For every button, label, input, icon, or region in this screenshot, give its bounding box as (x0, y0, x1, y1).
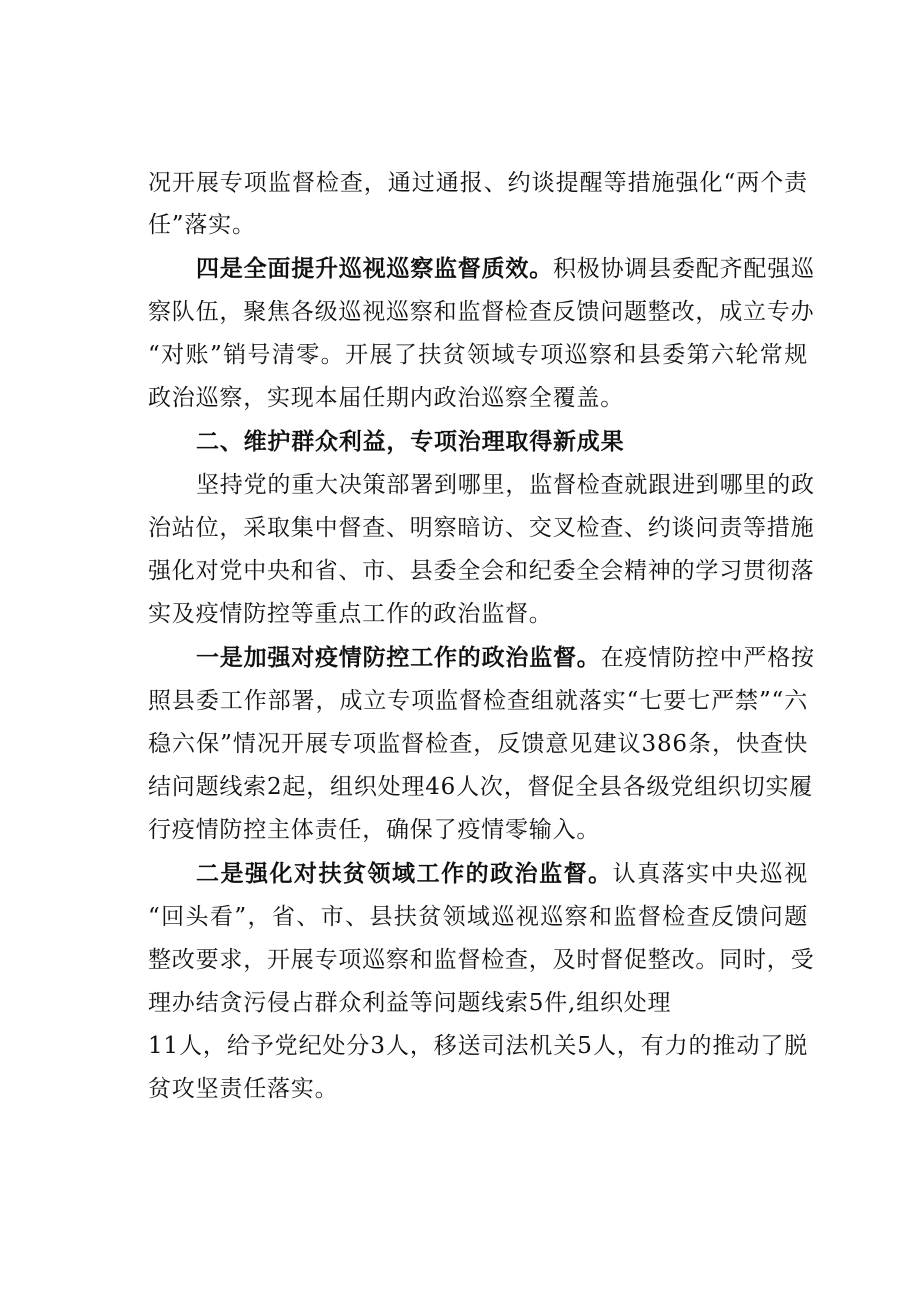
paragraph-text: 在疫情防控中严格按 (600, 645, 815, 671)
paragraph-line: 照县委工作部署，成立专项监督检查组就落实“七要七严禁”“六 (148, 688, 808, 714)
paragraph-line: 任”落实。 (148, 212, 256, 238)
paragraph-line: 强化对党中央和省、市、县委全会和纪委全会精神的学习贯彻落 (148, 558, 815, 584)
paragraph-text: 认真落实中央巡视 (612, 861, 808, 887)
paragraph-line: 察队伍，聚焦各级巡视巡察和监督检查反馈问题整改，成立专办 (148, 299, 815, 325)
paragraph-line: 治站位，采取集中督查、明察暗访、交叉检查、约谈问责等措施 (148, 515, 815, 541)
paragraph-lead-bold: 四是全面提升巡视巡察监督质效。 (196, 255, 553, 282)
paragraph-line: 坚持党的重大决策部署到哪里，监督检查就跟进到哪里的政 (196, 472, 815, 498)
paragraph-line: 结问题线索2起，组织处理46人次，督促全县各级党组织切实履 (148, 774, 814, 800)
paragraph-line: 行疫情防控主体责任，确保了疫情零输入。 (148, 817, 601, 843)
paragraph-line: 况开展专项监督检查，通过通报、约谈提醒等措施强化“两个责 (148, 170, 808, 196)
paragraph-line: 贫攻坚责任落实。 (148, 1076, 339, 1102)
paragraph-line (196, 859, 808, 889)
paragraph-line: “回头看”，省、市、县扶贫领域巡视巡察和监督检查反馈问题 (148, 904, 808, 930)
paragraph-line: 整改要求，开展专项巡察和监督检查，及时督促整改。同时，受 (148, 947, 815, 973)
paragraph-text: 积极协调县委配齐配强巡 (553, 256, 815, 282)
paragraph-line: 政治巡察，实现本届任期内政治巡察全覆盖。 (148, 385, 624, 411)
paragraph-lead-bold: 一是加强对疫情防控工作的政治监督。 (196, 644, 601, 671)
paragraph-line: “对账”销号清零。开展了扶贫领域专项巡察和县委第六轮常规 (148, 342, 808, 368)
paragraph-line (196, 254, 815, 284)
paragraph-lead-bold: 二是强化对扶贫领域工作的政治监督。 (196, 860, 613, 887)
paragraph-line: 实及疫情防控等重点工作的政治监督。 (148, 601, 553, 627)
paragraph-line: 理办结贪污侵占群众利益等问题线索5件,组织处理 (148, 990, 672, 1016)
paragraph-line: 11人，给予党纪处分3人，移送司法机关5人，有力的推动了脱 (148, 1033, 808, 1059)
paragraph-line: 稳六保”情况开展专项监督检查，反馈意见建议386条，快查快 (148, 731, 808, 757)
paragraph-line (196, 643, 815, 673)
section-heading: 二、维护群众利益，专项治理取得新成果 (196, 428, 625, 455)
